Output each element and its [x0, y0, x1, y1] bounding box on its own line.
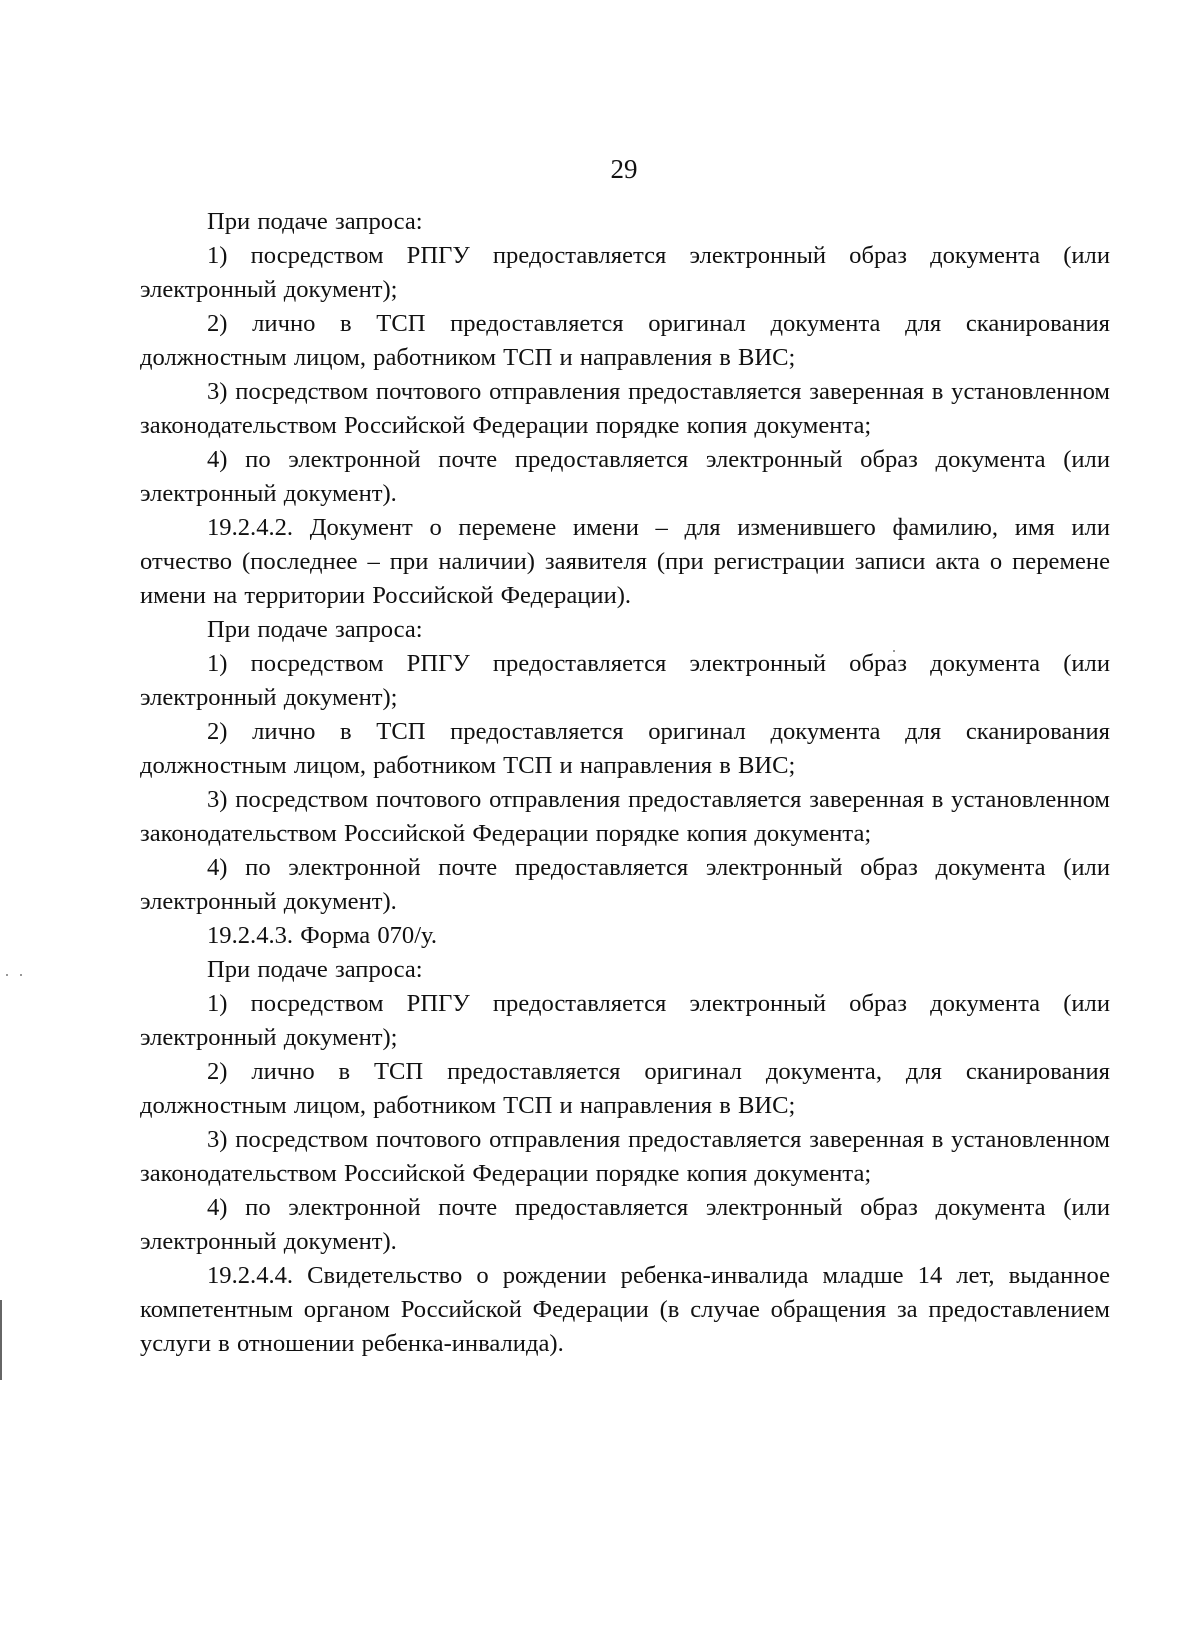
paragraph-section-19-2-4-4: 19.2.4.4. Свидетельство о рождении ребенка-инвалида младше 14 лет, выданное компетентным органом Российской Федерации (в случае обращения за предоставлением услуги в отношении ребенка-инвалида). [140, 1262, 1110, 1357]
paragraph-item-3: 3) посредством почтового отправления предоставляется заверенная в установленном законодательством Российской Федерации порядке копия документа; [140, 378, 1110, 439]
paragraph-item-4: 4) по электронной почте предоставляется электронный образ документа (или электронный документ). [140, 854, 1110, 915]
scan-speck [20, 974, 22, 976]
paragraph-item-2: 2) лично в ТСП предоставляется оригинал документа для сканирования должностным лицом, работником ТСП и направления в ВИС; [140, 310, 1110, 371]
scan-speck [6, 974, 8, 976]
paragraph-item-4: 4) по электронной почте предоставляется электронный образ документа (или электронный документ). [140, 1194, 1110, 1255]
paragraph-item-2: 2) лично в ТСП предоставляется оригинал документа для сканирования должностным лицом, работником ТСП и направления в ВИС; [140, 718, 1110, 779]
paragraph-item-3: 3) посредством почтового отправления предоставляется заверенная в установленном законодательством Российской Федерации порядке копия документа; [140, 1126, 1110, 1187]
paragraph-item-1: 1) посредством РПГУ предоставляется электронный образ документа (или электронный документ); [140, 242, 1110, 303]
paragraph-section-19-2-4-3: 19.2.4.3. Форма 070/у. [207, 922, 438, 949]
paragraph-request-heading: При подаче запроса: [207, 208, 423, 235]
paragraph-item-2: 2) лично в ТСП предоставляется оригинал документа, для сканирования должностным лицом, работником ТСП и направления в ВИС; [140, 1058, 1110, 1119]
paragraph-request-heading: При подаче запроса: [207, 956, 423, 983]
document-body [140, 205, 1110, 1361]
scan-margin-mark [0, 1300, 2, 1380]
paragraph-item-1: 1) посредством РПГУ предоставляется электронный образ документа (или электронный документ); [140, 650, 1110, 711]
paragraph-item-1: 1) посредством РПГУ предоставляется электронный образ документа (или электронный документ); [140, 990, 1110, 1051]
paragraph-item-3: 3) посредством почтового отправления предоставляется заверенная в установленном законодательством Российской Федерации порядке копия документа; [140, 786, 1110, 847]
paragraph-section-19-2-4-2: 19.2.4.2. Документ о перемене имени – для изменившего фамилию, имя или отчество (последнее – при наличии) заявителя (при регистрации записи акта о перемене имени на территории Российской Федерации). [140, 514, 1110, 609]
paragraph-item-4: 4) по электронной почте предоставляется электронный образ документа (или электронный документ). [140, 446, 1110, 507]
paragraph-request-heading: При подаче запроса: [207, 616, 423, 643]
page-number: 29 [610, 154, 638, 184]
